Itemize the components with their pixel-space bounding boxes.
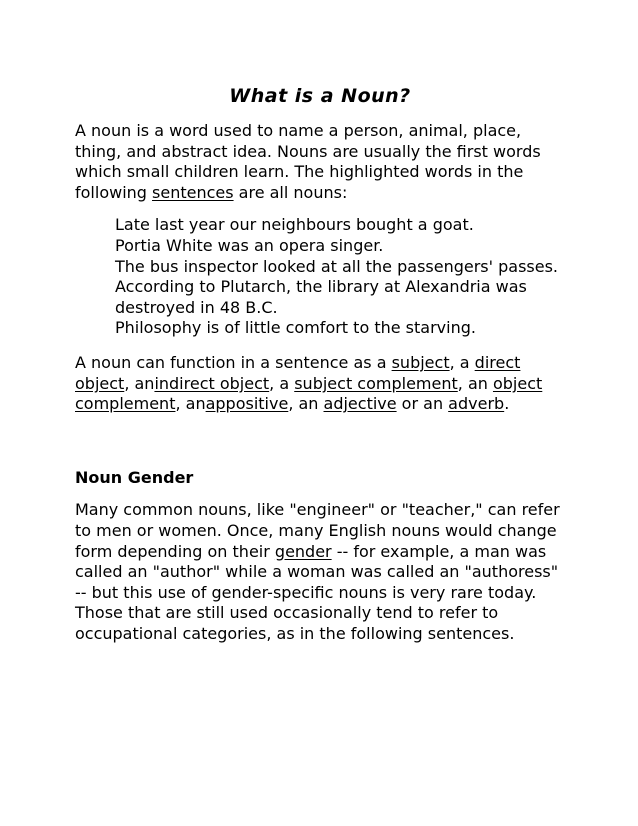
gender-paragraph: Many common nouns, like "engineer" or "teacher," can refer to men or women. Once, many English nouns would change form depending on their gender -- for example, a man was called an "author" while a woman was called an "authoress" -- but this use of gender-specific nouns is very rare today. Those that are still used occasionally tend to refer to occupational categories, as in the following sentences. [75, 500, 560, 643]
example-sentence: Late last year our neighbours bought a goat. [115, 215, 474, 235]
example-list [115, 215, 565, 339]
link-subject-complement[interactable]: subject complement [294, 373, 458, 393]
intro-paragraph: A noun is a word used to name a person, animal, place, thing, and abstract idea. Nouns are usually the first words which small children learn. The highlighted words in the following sentences are all nouns: [75, 121, 541, 202]
example-sentence: The bus inspector looked at all the passengers' passes. [115, 256, 559, 276]
link-sentences[interactable]: sentences [152, 182, 234, 202]
example-sentence: Portia White was an opera singer. [115, 235, 384, 255]
document-page [75, 84, 565, 644]
link-adverb[interactable]: adverb [448, 394, 505, 414]
link-appositive[interactable]: appositive [205, 394, 289, 414]
example-sentence: Philosophy is of little comfort to the starving. [115, 318, 476, 338]
page-title: What is a Noun? [229, 85, 411, 107]
link-object-complement[interactable]: object complement [75, 373, 543, 414]
link-gender[interactable]: gender [274, 541, 332, 561]
link-subject[interactable]: subject [391, 352, 450, 372]
link-adjective[interactable]: adjective [323, 394, 397, 414]
example-sentence: According to Plutarch, the library at Alexandria was destroyed in 48 B.C. [115, 277, 527, 317]
link-indirect-object[interactable]: indirect object [154, 373, 270, 393]
link-direct-object[interactable]: direct object [75, 352, 521, 393]
section-heading-noun-gender: Noun Gender [75, 467, 194, 487]
functions-paragraph: A noun can function in a sentence as a subject, a direct object, anindirect object, a subject complement, an object complement, anappositive, an adjective or an adverb. [75, 352, 543, 414]
